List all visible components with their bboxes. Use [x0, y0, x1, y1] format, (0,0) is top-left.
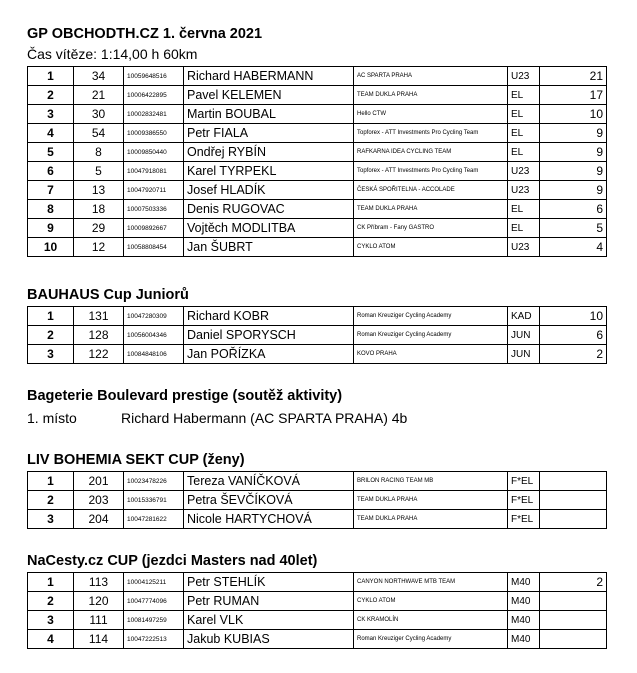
category-cell: EL [508, 105, 540, 124]
team-cell: TEAM DUKLA PRAHA [354, 200, 508, 219]
uci-id-cell: 10047918081 [124, 162, 184, 181]
liv-results-table [27, 471, 607, 529]
bib-number-cell: 30 [74, 105, 124, 124]
bib-number-cell: 13 [74, 181, 124, 200]
category-cell: EL [508, 200, 540, 219]
position-cell: 1 [28, 472, 74, 491]
uci-id-cell: 10047280309 [124, 307, 184, 326]
team-cell: Roman Kreuziger Cycling Academy [354, 326, 508, 345]
points-cell: 6 [540, 326, 607, 345]
points-cell [540, 630, 607, 649]
bib-number-cell: 8 [74, 143, 124, 162]
table-row [28, 162, 607, 181]
position-cell: 1 [28, 573, 74, 592]
bib-number-cell: 29 [74, 219, 124, 238]
team-cell: RAFKARNA IDEA CYCLING TEAM [354, 143, 508, 162]
nacesty-title: NaCesty.cz CUP (jezdci Masters nad 40let) [27, 553, 318, 569]
position-cell: 6 [28, 162, 74, 181]
position-cell: 2 [28, 326, 74, 345]
uci-id-cell: 10023478226 [124, 472, 184, 491]
position-cell: 4 [28, 124, 74, 143]
bib-number-cell: 18 [74, 200, 124, 219]
table-row [28, 67, 607, 86]
rider-name-cell: Karel TYRPEKL [184, 162, 354, 181]
bib-number-cell: 131 [74, 307, 124, 326]
table-row [28, 200, 607, 219]
rider-name-cell: Tereza VANÍČKOVÁ [184, 472, 354, 491]
team-cell: CK Příbram - Fany GASTRO [354, 219, 508, 238]
bib-number-cell: 111 [74, 611, 124, 630]
table-row [28, 86, 607, 105]
uci-id-cell: 10009892667 [124, 219, 184, 238]
position-cell: 9 [28, 219, 74, 238]
uci-id-cell: 10058808454 [124, 238, 184, 257]
team-cell: AC SPARTA PRAHA [354, 67, 508, 86]
team-cell: CANYON NORTHWAVE MTB TEAM [354, 573, 508, 592]
bib-number-cell: 122 [74, 345, 124, 364]
table-row [28, 326, 607, 345]
bauhaus-results-table [27, 306, 607, 364]
rider-name-cell: Jan POŘÍZKA [184, 345, 354, 364]
team-cell: Roman Kreuziger Cycling Academy [354, 630, 508, 649]
position-cell: 3 [28, 611, 74, 630]
uci-id-cell: 10047281622 [124, 510, 184, 529]
category-cell: EL [508, 219, 540, 238]
uci-id-cell: 10081497259 [124, 611, 184, 630]
team-cell: CYKLO ATOM [354, 592, 508, 611]
rider-name-cell: Karel VLK [184, 611, 354, 630]
rider-name-cell: Vojtěch MODLITBA [184, 219, 354, 238]
category-cell: U23 [508, 181, 540, 200]
points-cell: 6 [540, 200, 607, 219]
position-cell: 2 [28, 86, 74, 105]
category-cell: U23 [508, 238, 540, 257]
points-cell: 5 [540, 219, 607, 238]
rider-name-cell: Josef HLADÍK [184, 181, 354, 200]
rider-name-cell: Pavel KELEMEN [184, 86, 354, 105]
points-cell [540, 611, 607, 630]
position-cell: 1 [28, 307, 74, 326]
bib-number-cell: 203 [74, 491, 124, 510]
uci-id-cell: 10047222513 [124, 630, 184, 649]
uci-id-cell: 10047920711 [124, 181, 184, 200]
category-cell: M40 [508, 592, 540, 611]
position-cell: 3 [28, 510, 74, 529]
team-cell: Topforex - ATT Investments Pro Cycling Team [354, 124, 508, 143]
category-cell: EL [508, 124, 540, 143]
category-cell: JUN [508, 345, 540, 364]
category-cell: U23 [508, 67, 540, 86]
table-row [28, 573, 607, 592]
table-row [28, 181, 607, 200]
liv-title: LIV BOHEMIA SEKT CUP (ženy) [27, 452, 245, 468]
team-cell: TEAM DUKLA PRAHA [354, 86, 508, 105]
points-cell: 10 [540, 307, 607, 326]
points-cell [540, 592, 607, 611]
bib-number-cell: 128 [74, 326, 124, 345]
team-cell: ČESKÁ SPOŘITELNA - ACCOLADE [354, 181, 508, 200]
position-cell: 3 [28, 345, 74, 364]
gp-title: GP OBCHODTH.CZ 1. června 2021 [27, 26, 263, 42]
team-cell: Roman Kreuziger Cycling Academy [354, 307, 508, 326]
bib-number-cell: 114 [74, 630, 124, 649]
bib-number-cell: 12 [74, 238, 124, 257]
team-cell: CYKLO ATOM [354, 238, 508, 257]
category-cell: F*EL [508, 472, 540, 491]
category-cell: EL [508, 86, 540, 105]
position-cell: 2 [28, 592, 74, 611]
table-row [28, 307, 607, 326]
rider-name-cell: Denis RUGOVAC [184, 200, 354, 219]
rider-name-cell: Petr RUMAN [184, 592, 354, 611]
bauhaus-title: BAUHAUS Cup Juniorů [27, 287, 189, 303]
table-row [28, 510, 607, 529]
bib-number-cell: 5 [74, 162, 124, 181]
rider-name-cell: Petr STEHLÍK [184, 573, 354, 592]
category-cell: M40 [508, 630, 540, 649]
category-cell: U23 [508, 162, 540, 181]
bib-number-cell: 120 [74, 592, 124, 611]
uci-id-cell: 10009386550 [124, 124, 184, 143]
table-row [28, 611, 607, 630]
rider-name-cell: Jan ŠUBRT [184, 238, 354, 257]
position-cell: 3 [28, 105, 74, 124]
table-row [28, 143, 607, 162]
team-cell: CK KRAMOLÍN [354, 611, 508, 630]
position-cell: 7 [28, 181, 74, 200]
points-cell: 10 [540, 105, 607, 124]
table-row [28, 238, 607, 257]
points-cell [540, 491, 607, 510]
gp-results-table [27, 66, 607, 257]
table-row [28, 472, 607, 491]
uci-id-cell: 10006422895 [124, 86, 184, 105]
team-cell: KOVO PRAHA [354, 345, 508, 364]
bib-number-cell: 54 [74, 124, 124, 143]
category-cell: JUN [508, 326, 540, 345]
table-row [28, 124, 607, 143]
position-cell: 8 [28, 200, 74, 219]
category-cell: EL [508, 143, 540, 162]
uci-id-cell: 10004125211 [124, 573, 184, 592]
bib-number-cell: 201 [74, 472, 124, 491]
bageterie-winner: Richard Habermann (AC SPARTA PRAHA) 4b [121, 410, 408, 426]
rider-name-cell: Ondřej RYBÍN [184, 143, 354, 162]
position-cell: 5 [28, 143, 74, 162]
category-cell: M40 [508, 611, 540, 630]
bib-number-cell: 204 [74, 510, 124, 529]
team-cell: BRILON RACING TEAM MB [354, 472, 508, 491]
rider-name-cell: Richard HABERMANN [184, 67, 354, 86]
rider-name-cell: Petr FIALA [184, 124, 354, 143]
team-cell: Hello CTW [354, 105, 508, 124]
bib-number-cell: 21 [74, 86, 124, 105]
category-cell: M40 [508, 573, 540, 592]
position-cell: 10 [28, 238, 74, 257]
position-cell: 4 [28, 630, 74, 649]
category-cell: F*EL [508, 491, 540, 510]
bageterie-title: Bageterie Boulevard prestige (soutěž aktivity) [27, 388, 343, 404]
uci-id-cell: 10015336791 [124, 491, 184, 510]
gp-subtitle: Čas vítěze: 1:14,00 h 60km [27, 46, 198, 62]
rider-name-cell: Daniel SPORYSCH [184, 326, 354, 345]
points-cell: 9 [540, 124, 607, 143]
rider-name-cell: Richard KOBR [184, 307, 354, 326]
nacesty-results-table [27, 572, 607, 649]
points-cell: 9 [540, 181, 607, 200]
points-cell: 21 [540, 67, 607, 86]
uci-id-cell: 10007503336 [124, 200, 184, 219]
team-cell: TEAM DUKLA PRAHA [354, 510, 508, 529]
uci-id-cell: 10056004346 [124, 326, 184, 345]
table-row [28, 491, 607, 510]
position-cell: 2 [28, 491, 74, 510]
rider-name-cell: Petra ŠEVČÍKOVÁ [184, 491, 354, 510]
bib-number-cell: 113 [74, 573, 124, 592]
points-cell: 9 [540, 143, 607, 162]
table-row [28, 105, 607, 124]
position-cell: 1 [28, 67, 74, 86]
rider-name-cell: Jakub KUBIAS [184, 630, 354, 649]
uci-id-cell: 10002832481 [124, 105, 184, 124]
team-cell: Topforex - ATT Investments Pro Cycling Team [354, 162, 508, 181]
uci-id-cell: 10084848106 [124, 345, 184, 364]
rider-name-cell: Martin BOUBAL [184, 105, 354, 124]
uci-id-cell: 10059648516 [124, 67, 184, 86]
uci-id-cell: 10009850440 [124, 143, 184, 162]
points-cell [540, 510, 607, 529]
table-row [28, 630, 607, 649]
points-cell: 17 [540, 86, 607, 105]
category-cell: KAD [508, 307, 540, 326]
table-row [28, 219, 607, 238]
points-cell: 9 [540, 162, 607, 181]
points-cell: 4 [540, 238, 607, 257]
rider-name-cell: Nicole HARTYCHOVÁ [184, 510, 354, 529]
category-cell: F*EL [508, 510, 540, 529]
table-row [28, 592, 607, 611]
bageterie-place-label: 1. místo [27, 410, 77, 426]
table-row [28, 345, 607, 364]
uci-id-cell: 10047774096 [124, 592, 184, 611]
points-cell: 2 [540, 573, 607, 592]
bib-number-cell: 34 [74, 67, 124, 86]
points-cell [540, 472, 607, 491]
team-cell: TEAM DUKLA PRAHA [354, 491, 508, 510]
points-cell: 2 [540, 345, 607, 364]
